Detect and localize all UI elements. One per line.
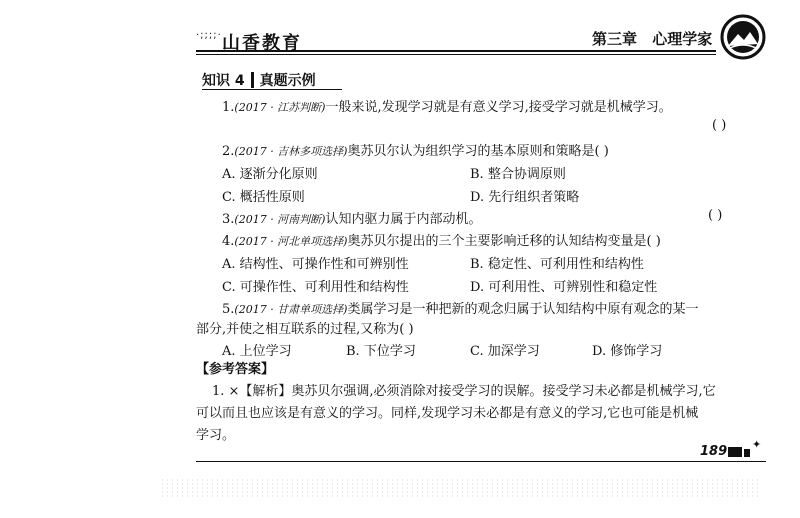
question-number: 5. bbox=[222, 302, 235, 317]
question-source: (2017 · 河南判断) bbox=[234, 213, 326, 226]
option: B. 整合协调原则 bbox=[470, 167, 566, 182]
publisher-logo-icon bbox=[720, 14, 766, 60]
option: C. 可操作性、可利用性和结构性 bbox=[222, 280, 409, 295]
section-tag bbox=[202, 70, 316, 90]
header-rule bbox=[196, 50, 716, 52]
section-number: 知识 4 bbox=[202, 73, 245, 89]
question-source: (2017 · 河北单项选择) bbox=[234, 235, 348, 248]
option: D. 先行组织者策略 bbox=[470, 190, 580, 205]
answer-line: 1. ×【解析】奥苏贝尔强调,必须消除对接受学习的误解。接受学习未必都是机械学习,它 bbox=[212, 384, 716, 399]
option: B. 下位学习 bbox=[346, 344, 416, 359]
question-text-continued: 部分,并使之相互联系的过程,又称为( ) bbox=[196, 322, 414, 337]
chapter-title: 心理学家 bbox=[652, 30, 713, 48]
header-rule-thin bbox=[196, 54, 716, 55]
question-text: 奥苏贝尔提出的三个主要影响迁移的认知结构变量是( ) bbox=[347, 234, 661, 249]
question-text: 一般来说,发现学习就是有意义学习,接受学习就是机械学习。 bbox=[325, 100, 672, 115]
question-source: (2017 · 甘肃单项选择) bbox=[234, 303, 348, 316]
question-source: (2017 · 吉林多项选择) bbox=[234, 145, 348, 158]
question-source: (2017 · 江苏判断) bbox=[234, 101, 326, 114]
answer-line: 学习。 bbox=[196, 428, 236, 443]
brand-dots: ·;;;;· bbox=[196, 30, 222, 41]
option: B. 稳定性、可利用性和结构性 bbox=[470, 257, 644, 272]
question-number: 1. bbox=[222, 100, 235, 115]
option: A. 逐渐分化原则 bbox=[222, 167, 318, 182]
answer-heading: 【参考答案】 bbox=[196, 362, 275, 377]
star-icon: ✦ bbox=[752, 438, 762, 451]
scan-noise bbox=[160, 478, 760, 498]
option: D. 可利用性、可辨别性和稳定性 bbox=[470, 280, 658, 295]
question-5 bbox=[222, 298, 699, 317]
option: D. 修饰学习 bbox=[592, 344, 663, 359]
option: A. 上位学习 bbox=[222, 344, 292, 359]
footer-rule bbox=[196, 461, 766, 462]
question-number: 2. bbox=[222, 144, 235, 159]
page-mark-icon bbox=[728, 447, 742, 457]
section-title: 真题示例 bbox=[259, 73, 316, 89]
question-4 bbox=[222, 230, 661, 249]
question-text: 类属学习是一种把新的观念归属于认知结构中原有观念的某一 bbox=[347, 302, 699, 317]
answer-blank: ( ) bbox=[708, 208, 723, 223]
chapter-heading bbox=[592, 28, 722, 49]
option: C. 概括性原则 bbox=[222, 190, 305, 205]
answer-line: 可以而且也应该是有意义的学习。同样,发现学习未必都是有意义的学习,它也可能是机械 bbox=[196, 406, 699, 421]
option: C. 加深学习 bbox=[470, 344, 540, 359]
section-divider bbox=[251, 72, 254, 88]
question-2 bbox=[222, 140, 609, 159]
question-number: 3. bbox=[222, 212, 235, 227]
section-underline bbox=[202, 89, 342, 90]
page-mark-icon bbox=[744, 449, 750, 457]
chapter-number: 第三章 bbox=[592, 30, 638, 48]
question-text: 奥苏贝尔认为组织学习的基本原则和策略是( ) bbox=[347, 144, 609, 159]
question-number: 4. bbox=[222, 234, 235, 249]
question-1 bbox=[222, 96, 672, 115]
answer-blank: ( ) bbox=[712, 118, 727, 133]
page-number: 189 bbox=[700, 444, 728, 459]
question-text: 认知内驱力属于内部动机。 bbox=[325, 212, 482, 227]
question-3 bbox=[222, 208, 482, 227]
brand-name: 山香教育 bbox=[222, 33, 302, 54]
option: A. 结构性、可操作性和可辨别性 bbox=[222, 257, 409, 272]
